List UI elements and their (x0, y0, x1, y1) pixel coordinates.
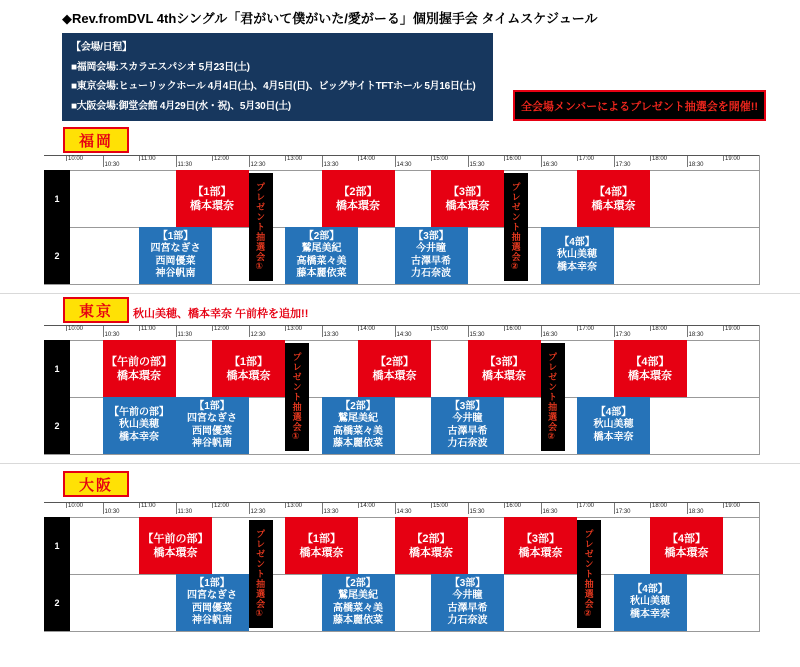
time-tick (249, 503, 250, 514)
event-part-label: 【午前の部】 (142, 532, 209, 545)
time-tick (66, 326, 67, 331)
time-tick (285, 326, 286, 331)
time-tick (322, 156, 323, 167)
event-member-name: 力石奈波 (447, 438, 488, 449)
time-tick (358, 156, 359, 161)
fukuoka-event-block-6 (395, 227, 468, 284)
event-member-name: 西岡優菜 (192, 602, 232, 614)
time-tick (176, 156, 177, 167)
time-tick-label: 15:00 (433, 503, 449, 509)
time-tick-label: 12:00 (214, 503, 230, 509)
tokyo-event-block-3 (468, 340, 541, 397)
event-part-label: 【4部】 (630, 355, 670, 368)
lane-number-2: 2 (54, 250, 60, 261)
time-tick-label: 14:30 (396, 332, 412, 338)
event-member-name: 高橋菜々美 (333, 425, 383, 437)
event-part-label: 【2部】 (340, 577, 376, 589)
time-tick-label: 10:00 (68, 156, 84, 162)
lane-number-2: 2 (54, 420, 60, 431)
time-tick-label: 17:00 (579, 156, 595, 162)
time-tick (358, 326, 359, 331)
time-tick (103, 156, 104, 167)
time-tick (176, 326, 177, 337)
time-tick (650, 156, 651, 161)
event-member-name: 橋本環奈 (409, 546, 453, 559)
fukuoka-event-block-3 (577, 170, 650, 227)
event-member-name: 橋本環奈 (482, 369, 526, 382)
time-tick-label: 17:30 (615, 509, 631, 515)
tokyo-event-block-2 (358, 340, 431, 397)
time-tick-label: 11:30 (177, 162, 193, 168)
time-tick-label: 17:00 (579, 326, 595, 332)
event-member-name: 橋本環奈 (518, 546, 563, 559)
time-tick (212, 156, 213, 161)
time-tick (139, 503, 140, 508)
time-tick (139, 156, 140, 161)
osaka-event-block-8 (614, 574, 687, 631)
section-separator (0, 463, 800, 464)
time-tick-label: 18:30 (688, 332, 704, 338)
time-tick-label: 12:30 (250, 162, 266, 168)
event-member-name: 橋本幸奈 (119, 431, 159, 443)
event-member-name: 西岡優菜 (155, 255, 196, 267)
event-member-name: 今井瞳 (416, 243, 446, 254)
lane-number-1: 1 (54, 540, 60, 551)
event-part-label: 【4部】 (559, 236, 595, 248)
time-tick-label: 10:00 (68, 503, 84, 509)
event-member-name: 橋本幸奈 (593, 431, 634, 443)
time-tick-label: 11:30 (177, 509, 193, 515)
time-tick-label: 10:30 (104, 332, 120, 338)
time-tick-label: 13:30 (323, 509, 339, 515)
event-member-name: 神谷帆南 (155, 268, 196, 279)
time-tick (687, 156, 688, 167)
time-tick (431, 156, 432, 161)
event-member-name: 力石奈波 (411, 268, 451, 279)
event-part-label: 【1部】 (192, 185, 232, 198)
time-tick (103, 503, 104, 514)
time-tick (103, 326, 104, 337)
time-tick (687, 326, 688, 337)
event-member-name: 橋本環奈 (153, 546, 198, 559)
fukuoka-event-block-7 (541, 227, 614, 284)
timetable-grid-fukuoka (44, 155, 760, 284)
time-tick (431, 503, 432, 508)
time-tick-label: 12:30 (250, 509, 266, 515)
venue-date-fukuoka: ■福岡会場:スカラエスパシオ 5月23日(土) (71, 61, 250, 73)
fukuoka-event-block-5 (285, 227, 358, 284)
grid-bottom-line (44, 454, 760, 455)
time-tick (431, 326, 432, 331)
time-tick (504, 156, 505, 161)
event-member-name: 橋本環奈 (591, 199, 636, 212)
event-member-name: 秋山美穂 (630, 596, 670, 608)
time-tick-label: 16:30 (542, 332, 558, 338)
osaka-lottery-block-9: プレゼント抽選会① (249, 520, 273, 628)
section-separator (0, 293, 800, 294)
event-member-name: 四宮なぎさ (150, 243, 201, 254)
time-tick-label: 16:00 (506, 156, 522, 162)
time-tick-label: 11:00 (141, 156, 156, 162)
tokyo-event-block-7 (322, 397, 395, 454)
fukuoka-event-block-2 (431, 170, 504, 227)
time-tick (139, 326, 140, 331)
venue-label-osaka: 大阪 (63, 471, 129, 497)
time-tick (322, 326, 323, 337)
tokyo-event-block-0 (103, 340, 176, 397)
time-tick-label: 12:30 (250, 332, 266, 338)
time-tick (723, 156, 724, 161)
time-tick (395, 503, 396, 514)
osaka-event-block-5 (176, 574, 249, 631)
time-tick-label: 17:30 (615, 162, 631, 168)
time-tick-label: 16:00 (506, 326, 522, 332)
time-tick (66, 503, 67, 508)
event-part-label: 【4部】 (595, 406, 632, 418)
time-tick-label: 13:30 (323, 162, 339, 168)
tokyo-event-block-4 (614, 340, 687, 397)
event-member-name: 橋本環奈 (336, 199, 380, 212)
grid-right-border (759, 502, 760, 631)
lane-number-1: 1 (54, 363, 60, 374)
event-member-name: 鷲尾美紀 (338, 413, 378, 424)
time-tick-label: 12:00 (214, 326, 230, 332)
time-tick-label: 18:00 (652, 503, 668, 509)
time-tick (285, 156, 286, 161)
event-member-name: 鷲尾美紀 (338, 590, 378, 601)
event-member-name: 橋本環奈 (445, 199, 490, 212)
osaka-event-block-3 (504, 517, 577, 574)
event-member-name: 橋本環奈 (117, 369, 161, 382)
time-tick (541, 503, 542, 514)
event-member-name: 橋本環奈 (190, 199, 234, 212)
event-part-label: 【4部】 (593, 185, 634, 198)
event-part-label: 【2部】 (374, 355, 415, 368)
time-tick-label: 18:30 (688, 162, 704, 168)
time-tick-label: 17:00 (579, 503, 595, 509)
time-tick (723, 503, 724, 508)
event-member-name: 橋本環奈 (299, 546, 344, 559)
event-member-name: 鷲尾美紀 (301, 243, 342, 254)
time-tick (358, 503, 359, 508)
time-tick (541, 326, 542, 337)
time-tick (614, 326, 615, 337)
event-part-label: 【2部】 (303, 230, 340, 242)
time-tick-label: 18:00 (652, 326, 668, 332)
time-tick-label: 13:00 (287, 326, 303, 332)
time-tick (176, 503, 177, 514)
event-part-label: 【2部】 (411, 532, 451, 545)
time-tick-label: 16:00 (506, 503, 522, 509)
time-tick-label: 15:30 (469, 332, 485, 338)
time-tick (614, 156, 615, 167)
event-member-name: 藤本麗依菜 (296, 268, 347, 279)
grid-bottom-line (44, 631, 760, 632)
time-tick-label: 13:00 (287, 503, 303, 509)
time-tick (395, 326, 396, 337)
time-tick (650, 503, 651, 508)
event-member-name: 橋本環奈 (372, 369, 417, 382)
lane-number-2: 2 (54, 597, 60, 608)
lottery-alert-text: 全会場メンバーによるプレゼント抽選会を開催!! (520, 100, 759, 113)
time-tick-label: 14:30 (396, 509, 412, 515)
event-member-name: 秋山美穂 (593, 419, 634, 431)
event-member-name: 秋山美穂 (119, 419, 159, 431)
time-tick (249, 326, 250, 337)
time-tick (687, 503, 688, 514)
event-member-name: 四宮なぎさ (187, 590, 237, 601)
event-part-label: 【4部】 (632, 583, 668, 595)
time-tick (577, 503, 578, 508)
lane-number-1: 1 (54, 193, 60, 204)
time-tick (650, 326, 651, 331)
event-part-label: 【1部】 (228, 355, 269, 368)
fukuoka-event-block-4 (139, 227, 212, 284)
time-tick (577, 326, 578, 331)
event-part-label: 【午前の部】 (109, 406, 169, 418)
event-member-name: 橋本環奈 (664, 546, 709, 559)
venue-dates-panel (62, 33, 493, 121)
tokyo-event-block-5 (103, 397, 176, 454)
time-tick-label: 13:30 (323, 332, 339, 338)
tokyo-lottery-block-11: プレゼント抽選会② (541, 343, 565, 451)
osaka-event-block-7 (431, 574, 504, 631)
event-part-label: 【4部】 (666, 532, 707, 545)
time-tick (322, 503, 323, 514)
timetable-grid-osaka (44, 502, 760, 631)
grid-right-border (759, 325, 760, 454)
grid-bottom-line (44, 284, 760, 285)
time-tick-label: 19:00 (725, 326, 741, 332)
time-tick-label: 10:30 (104, 162, 120, 168)
event-part-label: 【2部】 (338, 185, 378, 198)
grid-right-border (759, 155, 760, 284)
event-member-name: 橋本幸奈 (557, 261, 597, 273)
event-part-label: 【3部】 (520, 532, 561, 545)
time-tick-label: 18:30 (688, 509, 704, 515)
time-tick (212, 326, 213, 331)
tokyo-lottery-block-10: プレゼント抽選会① (285, 343, 309, 451)
event-member-name: 四宮なぎさ (187, 413, 237, 424)
event-member-name: 藤本麗依菜 (333, 438, 383, 449)
event-member-name: 高橋菜々美 (333, 602, 383, 614)
time-tick (249, 156, 250, 167)
osaka-lottery-block-10: プレゼント抽選会② (577, 520, 601, 628)
time-tick-label: 19:00 (725, 156, 741, 162)
time-tick-label: 14:00 (360, 503, 376, 509)
event-part-label: 【3部】 (449, 577, 486, 589)
time-tick-label: 15:30 (469, 162, 485, 168)
event-member-name: 高橋菜々美 (296, 255, 347, 267)
event-part-label: 【3部】 (413, 230, 449, 242)
event-member-name: 橋本環奈 (226, 369, 271, 382)
venue-label-fukuoka: 福岡 (63, 127, 129, 153)
time-tick-label: 14:00 (360, 156, 376, 162)
time-tick-label: 10:30 (104, 509, 120, 515)
tokyo-event-block-8 (431, 397, 504, 454)
time-tick-label: 17:30 (615, 332, 631, 338)
timetable-grid-tokyo (44, 325, 760, 454)
time-tick (468, 156, 469, 167)
osaka-event-block-4 (650, 517, 723, 574)
time-tick (66, 156, 67, 161)
tokyo-event-block-6 (176, 397, 249, 454)
page-title: ◆Rev.fromDVL 4thシングル「君がいて僕がいた/愛がーる」個別握手会 タイムスケジュール (62, 11, 598, 26)
time-tick-label: 18:00 (652, 156, 668, 162)
event-member-name: 神谷帆南 (192, 438, 232, 449)
event-part-label: 【3部】 (484, 355, 524, 368)
venue-label-tokyo: 東京 (63, 297, 129, 323)
fukuoka-lottery-block-9: プレゼント抽選会② (504, 173, 528, 281)
time-tick (468, 503, 469, 514)
time-tick (541, 156, 542, 167)
time-tick (614, 503, 615, 514)
venue-date-osaka: ■大阪会場:御堂会館 4月29日(水・祝)、5月30日(土) (71, 100, 291, 112)
time-tick-label: 15:00 (433, 156, 449, 162)
event-part-label: 【1部】 (301, 532, 342, 545)
event-part-label: 【2部】 (340, 400, 376, 412)
event-member-name: 橋本環奈 (628, 369, 672, 382)
time-tick-label: 15:30 (469, 509, 485, 515)
tokyo-event-block-1 (212, 340, 285, 397)
time-tick (504, 326, 505, 331)
event-member-name: 古澤早希 (447, 602, 488, 614)
event-member-name: 西岡優菜 (192, 425, 232, 437)
event-part-label: 【午前の部】 (106, 355, 172, 368)
time-tick (723, 326, 724, 331)
osaka-event-block-6 (322, 574, 395, 631)
event-member-name: 力石奈波 (447, 615, 488, 626)
event-member-name: 藤本麗依菜 (333, 615, 383, 626)
venue-note-tokyo: 秋山美穂、橋本幸奈 午前枠を追加!! (133, 308, 309, 320)
time-tick-label: 13:00 (287, 156, 303, 162)
time-tick-label: 11:30 (177, 332, 193, 338)
time-tick (212, 503, 213, 508)
event-part-label: 【1部】 (194, 400, 230, 412)
event-member-name: 古澤早希 (411, 255, 451, 267)
event-member-name: 今井瞳 (452, 590, 483, 601)
event-member-name: 橋本幸奈 (630, 608, 670, 620)
time-tick (468, 326, 469, 337)
time-tick-label: 10:00 (68, 326, 84, 332)
time-tick-label: 11:00 (141, 326, 156, 332)
time-tick-label: 15:00 (433, 326, 449, 332)
event-member-name: 古澤早希 (447, 425, 488, 437)
time-tick-label: 14:30 (396, 162, 412, 168)
event-part-label: 【1部】 (157, 230, 194, 242)
event-member-name: 神谷帆南 (192, 615, 232, 626)
event-member-name: 今井瞳 (452, 413, 483, 424)
time-tick (504, 503, 505, 508)
lane-top-line (44, 170, 760, 171)
osaka-event-block-2 (395, 517, 468, 574)
fukuoka-event-block-0 (176, 170, 249, 227)
osaka-event-block-0 (139, 517, 212, 574)
event-part-label: 【1部】 (194, 577, 230, 589)
time-tick-label: 16:30 (542, 509, 558, 515)
time-tick-label: 14:00 (360, 326, 376, 332)
time-tick-label: 16:30 (542, 162, 558, 168)
venue-date-tokyo: ■東京会場:ヒューリックホール 4月4日(土)、4月5日(日)、ビッグサイトTFTホール 5月16日(土) (71, 81, 476, 92)
time-tick-label: 12:00 (214, 156, 230, 162)
time-tick (577, 156, 578, 161)
event-part-label: 【3部】 (447, 185, 488, 198)
fukuoka-lottery-block-8: プレゼント抽選会① (249, 173, 273, 281)
fukuoka-event-block-1 (322, 170, 395, 227)
time-tick (395, 156, 396, 167)
time-tick-label: 19:00 (725, 503, 741, 509)
osaka-event-block-1 (285, 517, 358, 574)
event-member-name: 秋山美穂 (557, 249, 597, 261)
time-tick (285, 503, 286, 508)
lottery-alert-banner (513, 90, 766, 121)
tokyo-event-block-9 (577, 397, 650, 454)
event-part-label: 【3部】 (449, 400, 486, 412)
venue-dates-heading: 【会場/日程】 (71, 42, 132, 53)
time-tick-label: 11:00 (141, 503, 156, 509)
